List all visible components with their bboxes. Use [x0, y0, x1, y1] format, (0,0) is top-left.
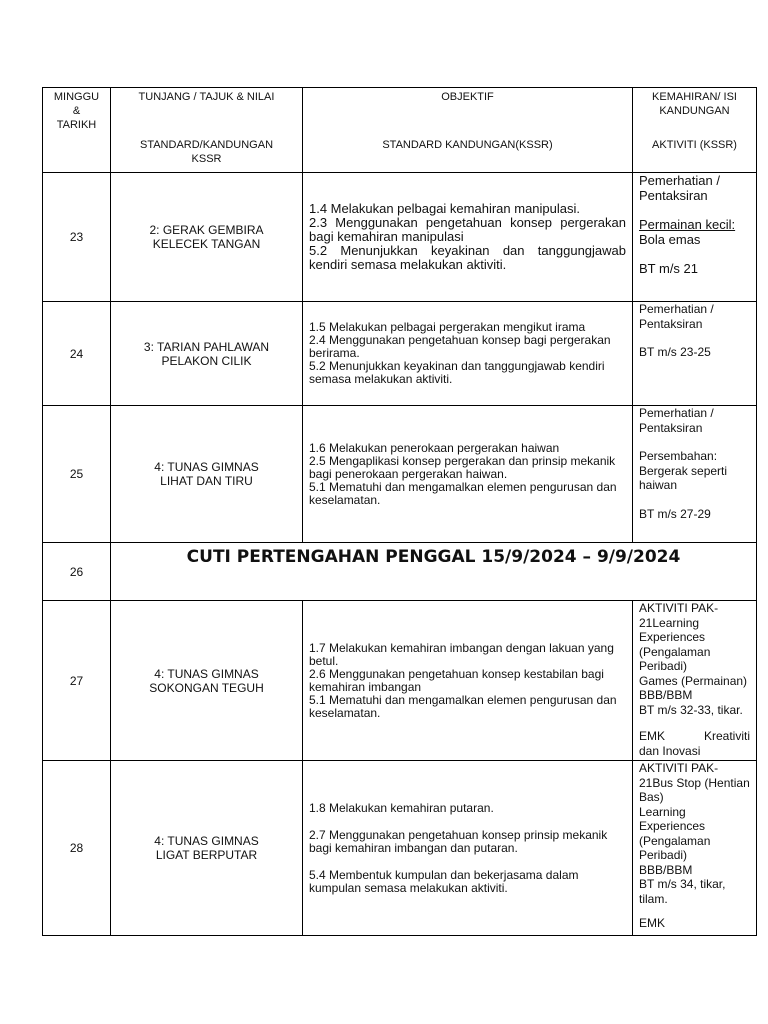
- header-objective: OBJEKTIF STANDARD KANDUNGAN(KSSR): [303, 88, 633, 173]
- holiday-banner: CUTI PERTENGAHAN PENGGAL 15/9/2024 – 9/9/2024: [111, 543, 757, 601]
- objective-cell: 1.7 Melakukan kemahiran imbangan dengan lakuan yang betul. 2.6 Menggunakan pengetahuan konsep kestabilan bagi kemahiran imbangan 5.1 Mematuhi dan mengamalkan elemen pengurusan dan keselamatan.: [303, 601, 633, 761]
- activity-cell: AKTIVITI PAK- 21Bus Stop (Hentian Bas) Learning Experiences (Pengalaman Peribadi) BBB/BBM BT m/s 34, tikar, tilam. EMK: [633, 761, 757, 936]
- table-row: [43, 601, 757, 761]
- activity-cell: Pemerhatian / Pentaksiran BT m/s 23-25: [633, 302, 757, 406]
- lesson-plan-table: [42, 87, 757, 936]
- table-row-holiday: [43, 543, 757, 601]
- week-cell: 26: [43, 543, 111, 601]
- week-cell: 27: [43, 601, 111, 761]
- activity-cell: Pemerhatian / Pentaksiran Persembahan: Bergerak seperti haiwan BT m/s 27-29: [633, 406, 757, 543]
- topic-cell: 4: TUNAS GIMNAS LIHAT DAN TIRU: [111, 406, 303, 543]
- week-cell: 23: [43, 173, 111, 302]
- topic-cell: 4: TUNAS GIMNAS SOKONGAN TEGUH: [111, 601, 303, 761]
- topic-cell: 2: GERAK GEMBIRA KELECEK TANGAN: [111, 173, 303, 302]
- table-row: [43, 173, 757, 302]
- topic-cell: 3: TARIAN PAHLAWAN PELAKON CILIK: [111, 302, 303, 406]
- objective-cell: 1.6 Melakukan penerokaan pergerakan haiwan 2.5 Mengaplikasi konsep pergerakan dan prinsip mekanik bagi penerokaan pergerakan haiwan. 5.1 Mematuhi dan mengamalkan elemen pengurusan dan keselamatan.: [303, 406, 633, 543]
- objective-cell: 1.4 Melakukan pelbagai kemahiran manipulasi. 2.3 Menggunakan pengetahuan konsep pergerakan bagi kemahiran manipulasi 5.2 Menunjukkan keyakinan dan tanggungjawab kendiri semasa melakukan aktiviti.: [303, 173, 633, 302]
- header-topic: TUNJANG / TAJUK & NILAI STANDARD/KANDUNGAN KSSR: [111, 88, 303, 173]
- table-row: [43, 761, 757, 936]
- topic-cell: 4: TUNAS GIMNAS LIGAT BERPUTAR: [111, 761, 303, 936]
- week-cell: 28: [43, 761, 111, 936]
- header-week: MINGGU & TARIKH: [43, 88, 111, 173]
- objective-cell: 1.5 Melakukan pelbagai pergerakan mengikut irama 2.4 Menggunakan pengetahuan konsep bagi pergerakan berirama. 5.2 Menunjukkan keyakinan dan tanggungjawab kendiri semasa melakukan aktiviti.: [303, 302, 633, 406]
- header-row: [43, 88, 757, 173]
- table-row: [43, 406, 757, 543]
- header-activity: KEMAHIRAN/ ISI KANDUNGAN AKTIVITI (KSSR): [633, 88, 757, 173]
- activity-cell: Pemerhatian / Pentaksiran Permainan kecil: Bola emas BT m/s 21: [633, 173, 757, 302]
- activity-cell: AKTIVITI PAK- 21Learning Experiences (Pengalaman Peribadi) Games (Permainan) BBB/BBM BT m/s 32-33, tikar. EMK Kreativiti dan Inovasi: [633, 601, 757, 761]
- emk-line: EMK Kreativiti: [639, 729, 750, 743]
- week-cell: 25: [43, 406, 111, 543]
- objective-cell: 1.8 Melakukan kemahiran putaran. 2.7 Menggunakan pengetahuan konsep prinsip mekanik bagi kemahiran imbangan dan putaran. 5.4 Membentuk kumpulan dan bekerjasama dalam kumpulan semasa melakukan aktiviti.: [303, 761, 633, 936]
- week-cell: 24: [43, 302, 111, 406]
- table-row: [43, 302, 757, 406]
